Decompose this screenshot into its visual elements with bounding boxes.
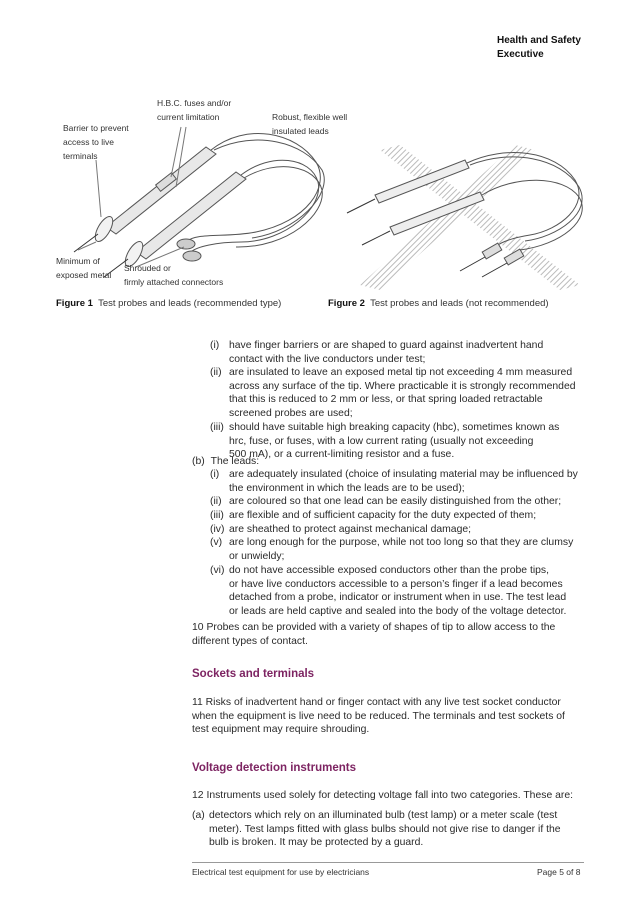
leads-item-vi-num: (vi) xyxy=(210,565,225,576)
label-shrouded-line1: Shrouded or xyxy=(124,263,171,273)
label-hbc-fuses-line1: H.B.C. fuses and/or xyxy=(157,98,232,108)
list-line: are insulated to leave an exposed metal tip not exceeding 4 mm measured xyxy=(229,367,573,378)
label-barrier-line2: access to live xyxy=(63,137,115,147)
list-line: contact with the live conductors under test; xyxy=(229,353,426,365)
figure1-caption xyxy=(56,298,281,309)
leads-heading-text: The leads: xyxy=(210,456,260,467)
leads-item-iv-num: (iv) xyxy=(210,524,225,535)
probe-item-iii-num: (iii) xyxy=(210,422,224,433)
figure2-caption xyxy=(328,298,549,309)
list-line: do not have accessible exposed conductors other than the probe tips, xyxy=(229,565,550,576)
leads-item-ii-num: (ii) xyxy=(210,496,222,507)
label-hbc-fuses xyxy=(157,96,231,124)
paragraph-line: when the equipment is live need to be reduced. The terminals and test sockets of xyxy=(192,710,565,722)
label-shrouded xyxy=(124,261,223,289)
list-line: the environment in which the leads are to be used); xyxy=(229,482,465,494)
leads-heading-num: (b) xyxy=(192,456,205,467)
label-minimum-metal xyxy=(56,254,111,282)
leads-heading xyxy=(192,455,259,469)
list-line: 500 mA), or a current-limiting resistor and a fuse. xyxy=(229,449,455,461)
heading-sockets-terminals: Sockets and terminals xyxy=(192,668,315,680)
cross-stroke-1 xyxy=(380,145,580,290)
label-barrier-line3: terminals xyxy=(63,151,98,161)
list-line: meter). Test lamps fitted with glass bulbs should not give rise to danger if the xyxy=(209,823,561,835)
organisation-name xyxy=(497,34,581,62)
heading-voltage-detection: Voltage detection instruments xyxy=(192,762,357,774)
figure2-caption-text: Test probes and leads (not recommended) xyxy=(370,298,549,309)
list-line: or unwieldy; xyxy=(229,550,285,562)
figure2-illustration xyxy=(335,135,600,295)
list-line: detached from a probe, indicator or instrument when in use. The test lead xyxy=(229,592,567,604)
paragraph-line: 11 Risks of inadvertent hand or finger contact with any live test socket conductor xyxy=(192,697,561,708)
figure1-caption-text: Test probes and leads (recommended type) xyxy=(98,298,282,309)
paragraph-12 xyxy=(192,789,597,803)
label-shrouded-line2: firmly attached connectors xyxy=(124,277,224,287)
list-line: are adequately insulated (choice of insulating material may be influenced by xyxy=(229,469,578,480)
page-number: Page 5 of 8 xyxy=(537,867,581,877)
list-line: are coloured so that one lead can be easily distinguished from the other; xyxy=(229,496,562,507)
list-line: are flexible and of sufficient capacity for the duty expected of them; xyxy=(229,510,537,521)
list-line: hrc, fuse, or fuses, with a low current rating (usually not exceeding xyxy=(229,435,534,447)
paragraph-line: 10 Probes can be provided with a variety of shapes of tip to allow access to the xyxy=(192,622,556,633)
label-hbc-fuses-line2: current limitation xyxy=(157,112,220,122)
list-line: or leads are held captive and sealed into the body of the voltage detector. xyxy=(229,605,567,617)
list-line: detectors which rely on an illuminated bulb (test lamp) or a meter scale (test xyxy=(209,810,558,821)
paragraph-line: different types of contact. xyxy=(192,635,308,647)
label-minimum-metal-line1: Minimum of xyxy=(56,256,100,266)
list-line: or have live conductors accessible to a person’s finger if a lead becomes xyxy=(229,578,563,590)
list-line: screened probes are used; xyxy=(229,407,353,419)
header-line1: Health and Safety xyxy=(497,35,581,46)
label-barrier xyxy=(63,121,129,163)
list-line: are long enough for the purpose, while not too long so that they are clumsy xyxy=(229,537,574,548)
paragraph-line: 12 Instruments used solely for detecting voltage fall into two categories. These are: xyxy=(192,790,574,801)
figure2-caption-label: Figure 2 xyxy=(328,298,365,309)
footer-rule xyxy=(192,862,584,863)
detector-item-a-num: (a) xyxy=(192,810,205,821)
paragraph-line: test equipment may require shrouding. xyxy=(192,724,370,736)
leads-item-v-num: (v) xyxy=(210,537,223,548)
label-robust-leads-line1: Robust, flexible well xyxy=(272,112,348,122)
label-robust-leads xyxy=(272,110,347,138)
probe-item-i-num: (i) xyxy=(210,340,220,351)
footer-title: Electrical test equipment for use by electricians xyxy=(192,867,370,877)
list-line: should have suitable high breaking capacity (hbc), sometimes known as xyxy=(229,422,560,433)
header-line2: Executive xyxy=(497,49,544,60)
list-line: are sheathed to protect against mechanical damage; xyxy=(229,524,472,535)
list-line: that this is reduced to 2 mm or less, or that spring loaded retractable xyxy=(229,394,543,406)
paragraph-10 xyxy=(192,621,592,648)
label-barrier-line1: Barrier to prevent xyxy=(63,123,129,133)
paragraph-11 xyxy=(192,696,592,737)
list-line: bulb is broken. It may be protected by a guard. xyxy=(209,837,424,849)
leads-item-i-num: (i) xyxy=(210,469,220,480)
list-line: have finger barriers or are shaped to guard against inadvertent hand xyxy=(229,340,544,351)
leads-item-iii-num: (iii) xyxy=(210,510,224,521)
list-line: across any surface of the tip. Where practicable it is strongly recommended xyxy=(229,380,576,392)
figure1-caption-label: Figure 1 xyxy=(56,298,93,309)
probe-item-ii-num: (ii) xyxy=(210,367,222,378)
label-robust-leads-line2: insulated leads xyxy=(272,126,329,136)
label-minimum-metal-line2: exposed metal xyxy=(56,270,112,280)
